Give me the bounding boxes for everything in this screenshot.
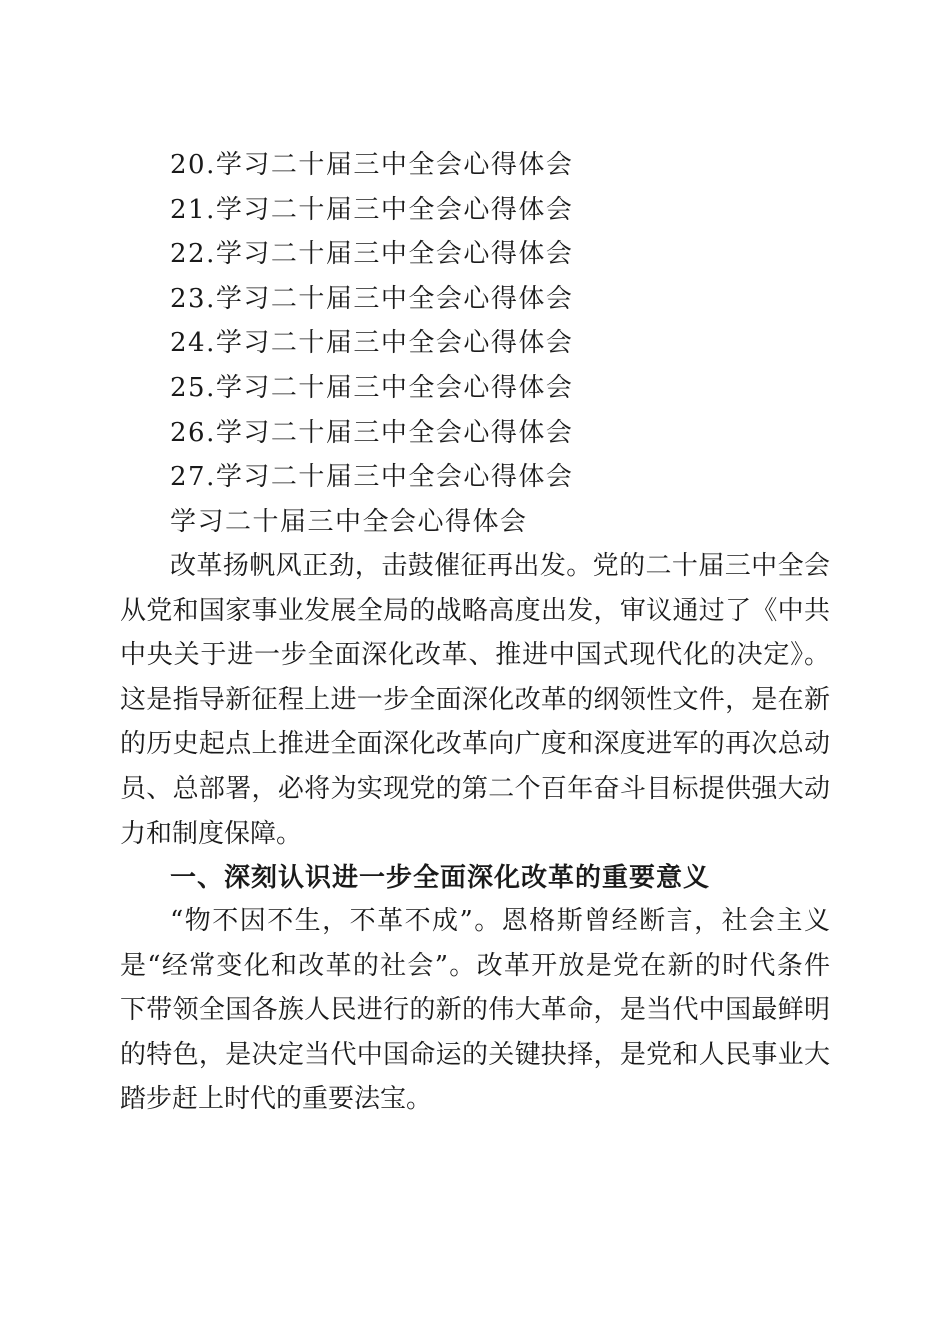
toc-item: 21.学习二十届三中全会心得体会 bbox=[170, 194, 574, 225]
paragraph-line: 中央关于进一步全面深化改革、推进中国式现代化的决定》。 bbox=[120, 640, 830, 671]
paragraph-line: 是“经常变化和改革的社会”。改革开放是党在新的时代条件 bbox=[120, 950, 830, 981]
intro-paragraph bbox=[120, 544, 830, 856]
toc-item: 25.学习二十届三中全会心得体会 bbox=[170, 372, 574, 403]
toc-item: 20.学习二十届三中全会心得体会 bbox=[170, 150, 574, 180]
toc-list bbox=[170, 143, 810, 500]
section-heading: 一、深刻认识进一步全面深化改革的重要意义 bbox=[170, 863, 711, 893]
paragraph-line: 下带领全国各族人民进行的新的伟大革命，是当代中国最鲜明 bbox=[120, 995, 830, 1026]
paragraph-line: 员、总部署，必将为实现党的第二个百年奋斗目标提供强大动 bbox=[120, 773, 830, 804]
toc-item: 22.学习二十届三中全会心得体会 bbox=[170, 239, 574, 270]
paragraph-line: 力和制度保障。 bbox=[120, 818, 303, 849]
paragraph-line: 的历史起点上推进全面深化改革向广度和深度进军的再次总动 bbox=[120, 729, 830, 760]
toc-item: 23.学习二十届三中全会心得体会 bbox=[170, 283, 574, 314]
paragraph-line: “物不因不生，不革不成”。恩格斯曾经断言，社会主义 bbox=[170, 906, 830, 936]
document-title: 学习二十届三中全会心得体会 bbox=[170, 507, 528, 537]
toc-item: 26.学习二十届三中全会心得体会 bbox=[170, 417, 574, 448]
toc-item: 27.学习二十届三中全会心得体会 bbox=[170, 462, 574, 493]
paragraph-line: 踏步赶上时代的重要法宝。 bbox=[120, 1084, 433, 1115]
paragraph-line: 的特色，是决定当代中国命运的关键抉择，是党和人民事业大 bbox=[120, 1039, 830, 1070]
paragraph-line: 这是指导新征程上进一步全面深化改革的纲领性文件，是在新 bbox=[120, 684, 830, 715]
section1-paragraph bbox=[120, 899, 830, 1122]
toc-item: 24.学习二十届三中全会心得体会 bbox=[170, 328, 574, 359]
paragraph-line: 改革扬帆风正劲，击鼓催征再出发。党的二十届三中全会 bbox=[170, 551, 830, 581]
paragraph-line: 从党和国家事业发展全局的战略高度出发，审议通过了《中共 bbox=[120, 595, 830, 626]
